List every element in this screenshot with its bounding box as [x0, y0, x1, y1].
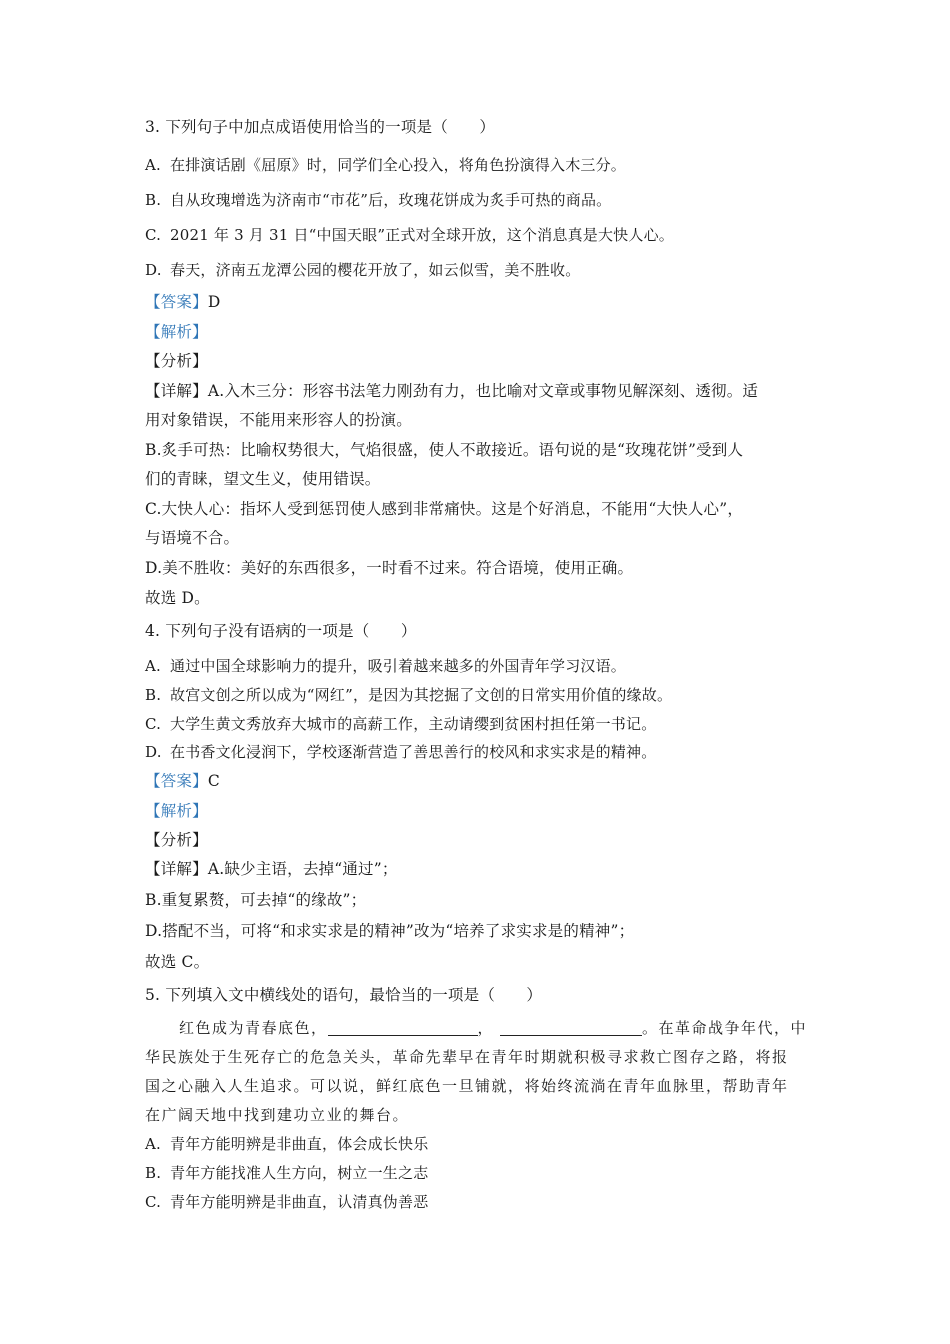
q4-option-a	[145, 656, 626, 676]
q3-conclusion: 故选 D。	[145, 589, 210, 607]
option-text: 青年方能找准人生方向，树立一生之志	[170, 1164, 429, 1182]
q3-detail-line	[145, 381, 758, 401]
q3-detail-line: 用对象错误，不能用来形容人的扮演。	[145, 411, 412, 429]
q4-stem: 4. 下列句子没有语病的一项是（ ）	[145, 622, 417, 640]
q3-detail-line: 与语境不合。	[145, 529, 240, 547]
option-text: 故宫文创之所以成为“网红”，是因为其挖掘了文创的日常实用价值的缘故。	[170, 686, 673, 704]
option-text: 自从玫瑰增选为济南市“市花”后，玫瑰花饼成为炙手可热的商品。	[170, 191, 612, 209]
answer-label: 【答案】	[145, 772, 208, 790]
answer-value: C	[207, 772, 220, 790]
q4-option-c	[145, 714, 656, 734]
option-label: B.	[145, 686, 162, 704]
option-label: A.	[145, 1135, 162, 1153]
q3-option-d	[145, 260, 580, 280]
xiangjie-label: 【详解】	[145, 860, 208, 878]
passage-text: 。在革命战争年代，中	[642, 1019, 808, 1037]
option-label: B.	[145, 191, 162, 209]
option-label: D.	[145, 743, 162, 761]
option-text: 2021 年 3 月 31 日“中国天眼”正式对全球开放，这个消息真是大快人心。	[170, 226, 674, 244]
q3-detail-line: D.美不胜收：美好的东西很多，一时看不过来。符合语境，使用正确。	[145, 559, 634, 577]
q4-detail-line	[145, 859, 398, 879]
q4-answer	[145, 771, 220, 791]
q3-detail-line: 们的青睐，望文生义，使用错误。	[145, 470, 381, 488]
q4-fenxi-label: 【分析】	[145, 831, 208, 849]
q4-option-b	[145, 685, 672, 705]
option-label: A.	[145, 657, 162, 675]
q3-fenxi-label: 【分析】	[145, 352, 208, 370]
q5-option-a	[145, 1134, 428, 1154]
q4-conclusion: 故选 C。	[145, 953, 210, 971]
q3-option-a	[145, 155, 626, 175]
q4-option-d	[145, 742, 656, 762]
q4-detail-line: D.搭配不当，可将“和求实求是的精神”改为“培养了求实求是的精神”；	[145, 922, 635, 940]
passage-separator: ，	[477, 1019, 495, 1037]
q3-stem: 3. 下列句子中加点成语使用恰当的一项是（ ）	[145, 118, 496, 136]
q3-option-c	[145, 225, 674, 245]
option-label: D.	[145, 261, 162, 279]
option-label: C.	[145, 226, 162, 244]
option-text: 在书香文化浸润下，学校逐渐营造了善思善行的校风和求实求是的精神。	[170, 743, 657, 761]
q3-detail-line: B.炙手可热：比喻权势很大，气焰很盛，使人不敢接近。语句说的是“玫瑰花饼”受到人	[145, 441, 744, 459]
q3-answer	[145, 292, 220, 312]
option-label: B.	[145, 1164, 162, 1182]
q5-passage-line: 华民族处于生死存亡的危急关头，革命先辈早在青年时期就积极寻求救亡图存之路，将报	[145, 1048, 789, 1066]
q3-option-b	[145, 190, 611, 210]
xiangjie-label: 【详解】	[145, 382, 208, 400]
q3-detail-line: C.大快人心：指坏人受到惩罚使人感到非常痛快。这是个好消息，不能用“大快人心”，	[145, 500, 744, 518]
q5-stem: 5. 下列填入文中横线处的语句，最恰当的一项是（ ）	[145, 986, 543, 1004]
option-label: A.	[145, 156, 162, 174]
option-label: C.	[145, 715, 162, 733]
option-text: 在排演话剧《屈原》时，同学们全心投入，将角色扮演得入木三分。	[170, 156, 627, 174]
option-text: 青年方能明辨是非曲直，认清真伪善恶	[170, 1193, 429, 1211]
detail-text: A.缺少主语，去掉“通过”；	[207, 860, 398, 878]
option-text: 通过中国全球影响力的提升，吸引着越来越多的外国青年学习汉语。	[170, 657, 627, 675]
q5-option-c	[145, 1192, 428, 1212]
q5-passage-line: 在广阔天地中找到建功立业的舞台。	[145, 1106, 410, 1124]
answer-label: 【答案】	[145, 293, 208, 311]
q5-passage-first-line	[145, 1014, 808, 1043]
q5-option-b	[145, 1163, 428, 1183]
option-text: 大学生黄文秀放弃大城市的高薪工作，主动请缨到贫困村担任第一书记。	[170, 715, 657, 733]
q4-detail-line: B.重复累赘，可去掉“的缘故”；	[145, 891, 367, 909]
detail-text: A.入木三分：形容书法笔力刚劲有力，也比喻对文章或事物见解深刻、透彻。适	[207, 382, 759, 400]
fill-blank-2	[500, 1019, 642, 1036]
q3-jiexi-label: 【解析】	[145, 323, 208, 341]
passage-text: 红色成为青春底色，	[179, 1019, 328, 1037]
answer-value: D	[207, 293, 221, 311]
q5-passage-line: 国之心融入人生追求。可以说，鲜红底色一旦铺就，将始终流淌在青年血脉里，帮助青年	[145, 1077, 789, 1095]
option-text: 青年方能明辨是非曲直，体会成长快乐	[170, 1135, 429, 1153]
q4-jiexi-label: 【解析】	[145, 802, 208, 820]
fill-blank-1	[328, 1019, 478, 1036]
option-text: 春天，济南五龙潭公园的樱花开放了，如云似雪，美不胜收。	[170, 261, 581, 279]
option-label: C.	[145, 1193, 162, 1211]
